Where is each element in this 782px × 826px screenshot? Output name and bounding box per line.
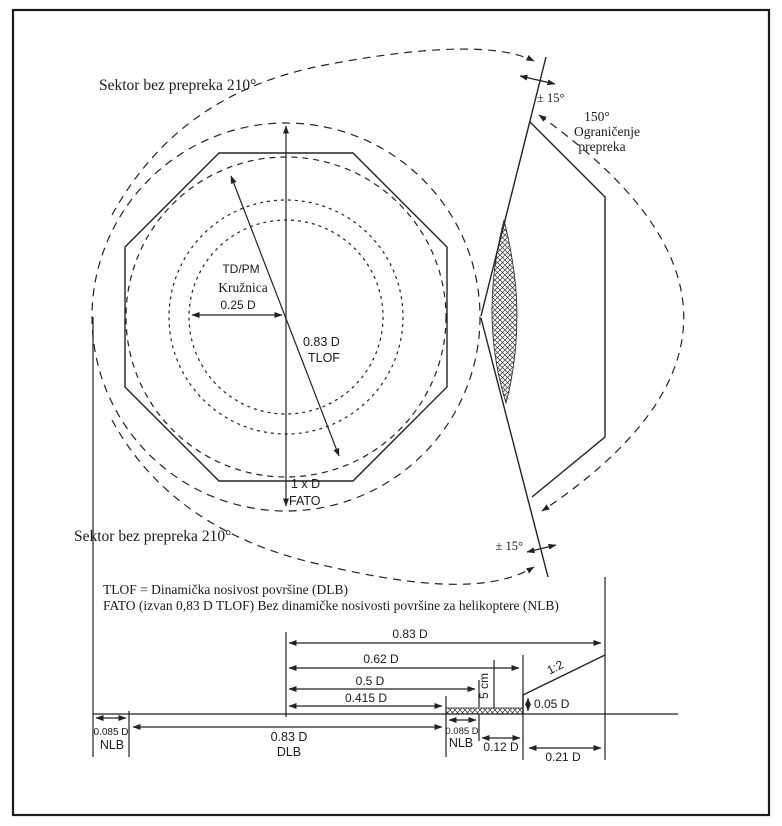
dim-label-012d: 0.12 D <box>483 740 519 754</box>
label-150-angle: 150° <box>584 109 610 124</box>
label-pm15-bottom: ± 15° <box>495 539 523 553</box>
dim-label-083d: 0.83 D <box>392 627 428 641</box>
label-ogranicenje: Ograničenje <box>574 124 640 139</box>
legend-line-2: FATO (izvan 0,83 D TLOF) Bez dinamičke nosivosti površine za helikoptere (NLB) <box>103 598 559 613</box>
obstacle-free-sector-arc-top <box>112 49 534 215</box>
dim-label-nlb-right: 0.085 D <box>445 726 479 737</box>
dim-label-021d: 0.21 D <box>545 750 581 764</box>
dim-label-062d: 0.62 D <box>363 652 399 666</box>
label-dlb: DLB <box>276 745 302 759</box>
tlof-diameter-arrow <box>231 176 339 456</box>
label-025d: 0.25 D <box>220 298 256 312</box>
label-nlb-right: NLB <box>448 736 474 750</box>
dim-label-05d: 0.5 D <box>355 674 385 688</box>
pm15-arrow-top <box>520 76 555 84</box>
label-tdpm: TD/PM <box>222 262 260 276</box>
figure-frame <box>13 10 769 815</box>
label-kruznica: Kružnica <box>218 280 268 295</box>
legend-line-1: TLOF = Dinamička nosivost površine (DLB) <box>103 582 348 597</box>
los-polygon <box>530 122 605 497</box>
label-prepreka: prepreka <box>578 139 626 154</box>
label-1xd: 1 x D <box>291 477 321 491</box>
label-pm15-top: ± 15° <box>537 91 565 105</box>
label-fato: FATO <box>289 494 321 508</box>
dim-label-5cm: 5 cm <box>477 672 491 700</box>
label-nlb-left: NLB <box>99 738 125 752</box>
section-slope-1-2 <box>523 655 605 695</box>
section-marking-strip <box>446 708 523 714</box>
label-083d-tlof: 0.83 D <box>303 335 340 349</box>
label-slope-1-2: 1:2 <box>544 657 566 678</box>
label-sector-free-bottom: Sektor bez prepreka 210° <box>74 528 232 545</box>
label-tlof: TLOF <box>308 351 340 365</box>
dim-label-dlb: 0.83 D <box>270 730 308 744</box>
dim-label-005d: 0.05 D <box>534 697 570 711</box>
dim-label-0415d: 0.415 D <box>344 691 388 705</box>
label-sector-free-top: Sektor bez prepreka 210° <box>99 77 257 94</box>
obstacle-free-sector-arc-bottom <box>112 420 534 584</box>
dim-label-nlb-left: 0.085 D <box>93 727 129 738</box>
obstacle-limitation-arc <box>539 115 684 511</box>
